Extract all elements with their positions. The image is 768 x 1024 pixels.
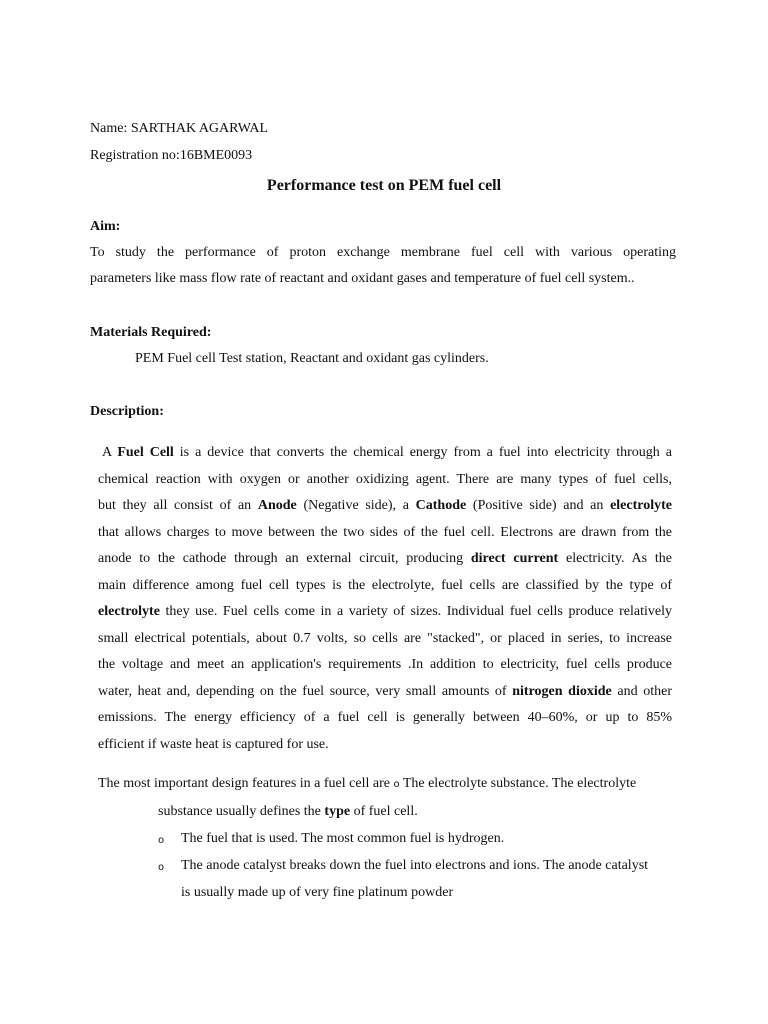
description-line: [98, 602, 672, 622]
design-intro: The most important design features in a fuel cell are: [98, 776, 390, 791]
materials-heading: Materials Required:: [90, 325, 212, 340]
description-text: A: [102, 445, 118, 460]
description-line: [98, 708, 672, 728]
description-text: electricity. As the: [558, 551, 672, 566]
materials-text: PEM Fuel cell Test station, Reactant and oxidant gas cylinders.: [135, 351, 489, 366]
design-intro-line: [98, 776, 636, 792]
design-item-anode-line-1: The anode catalyst breaks down the fuel into electrons and ions. The anode catalyst: [181, 858, 649, 873]
design-first-item-cont-bold: type: [324, 804, 351, 819]
description-text: (Positive side) and an: [466, 498, 611, 513]
description-bold-term: electrolyte: [610, 498, 672, 513]
description-bold-term: direct current: [470, 551, 559, 566]
description-bold-term: Anode: [257, 498, 297, 513]
design-first-item: The electrolyte substance. The electrolyte: [402, 776, 637, 791]
description-line: [98, 496, 672, 516]
aim-text-line-1: To study the performance of proton exchange membrane fuel cell with various operating: [90, 245, 676, 260]
description-text: chemical reaction with oxygen or another oxidizing agent. There are many types of fuel cells,: [98, 471, 672, 487]
bullet-icon: o: [158, 862, 165, 873]
description-text: they use. Fuel cells come in a variety of sizes. Individual fuel cells produce relatively: [159, 604, 672, 619]
design-item-anode-line-2: is usually made up of very fine platinum powder: [181, 885, 454, 900]
description-text: efficient if waste heat is captured for use.: [98, 736, 329, 752]
description-text: is a device that converts the chemical energy from a fuel into electricity through a: [173, 445, 672, 460]
description-line: [98, 549, 672, 569]
description-line: [102, 443, 672, 463]
design-item-fuel: The fuel that is used. The most common fuel is hydrogen.: [181, 831, 505, 846]
description-text: that allows charges to move between the two sides of the fuel cell. Electrons are drawn from the: [98, 524, 672, 540]
description-text: water, heat and, depending on the fuel source, very small amounts of: [98, 683, 513, 699]
bullet-icon: o: [393, 779, 400, 790]
description-line: [98, 629, 672, 649]
aim-heading: Aim:: [90, 219, 121, 234]
aim-text-line-2: parameters like mass flow rate of reactant and oxidant gases and temperature of fuel cell system..: [90, 271, 635, 286]
registration-number: Registration no:16BME0093: [90, 148, 253, 163]
description-line: [98, 576, 672, 596]
description-text: anode to the cathode through an external circuit, producing: [98, 551, 471, 566]
description-text: and other: [611, 683, 672, 699]
description-text: main difference among fuel cell types is the electrolyte, fuel cells are classified by the type of: [98, 577, 672, 593]
student-name: Name: SARTHAK AGARWAL: [90, 121, 269, 136]
description-line: [98, 470, 672, 490]
description-line: [98, 682, 672, 702]
design-first-item-cont-text: substance usually defines the: [158, 804, 325, 819]
description-text: the voltage and meet an application's requirements .In addition to electricity, fuel cells produce: [98, 657, 672, 672]
page-title: Performance test on PEM fuel cell: [266, 177, 502, 194]
description-bold-term: electrolyte: [98, 604, 160, 619]
description-heading: Description:: [90, 404, 164, 419]
description-text: small electrical potentials, about 0.7 volts, so cells are "stacked", or placed in series, to increase: [98, 630, 672, 646]
bullet-icon: o: [158, 835, 165, 846]
design-first-item-continued: [158, 804, 418, 820]
description-bold-term: Fuel Cell: [117, 445, 174, 460]
description-text: emissions. The energy efficiency of a fuel cell is generally between 40–60%, or up to 85%: [98, 710, 672, 725]
description-line: [98, 735, 672, 755]
description-bold-term: nitrogen dioxide: [512, 683, 612, 699]
description-text: but they all consist of an: [98, 498, 258, 513]
description-text: (Negative side), a: [296, 498, 416, 513]
design-first-item-cont-end: of fuel cell.: [350, 804, 418, 819]
description-line: [98, 523, 672, 543]
description-line: [98, 655, 672, 675]
description-bold-term: Cathode: [415, 498, 467, 513]
